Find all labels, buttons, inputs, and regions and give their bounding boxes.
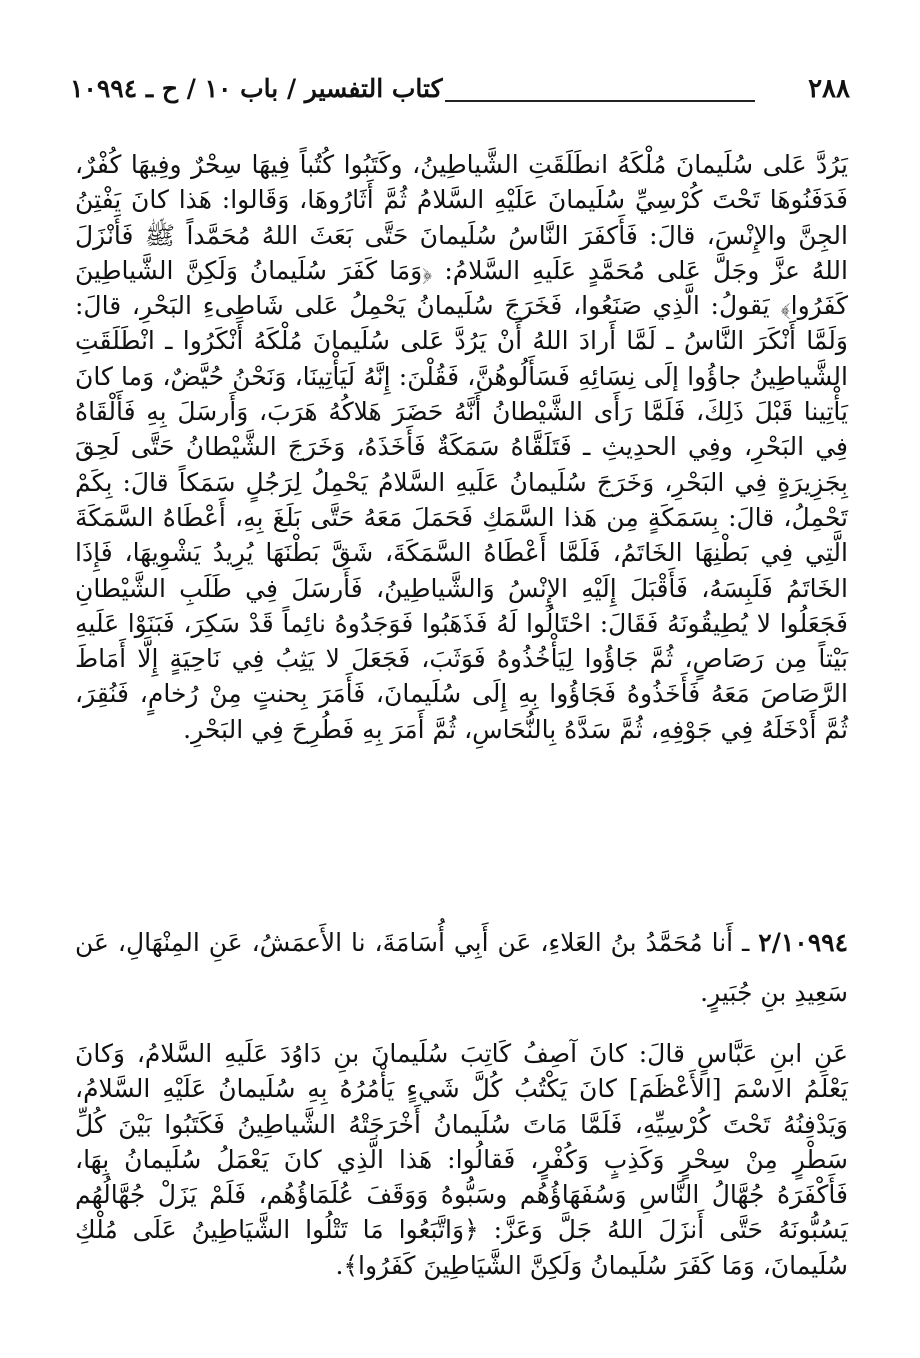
- book-chapter-reference: كتاب التفسير / باب ١٠ / ح ـ ١٠٩٩٤: [70, 74, 443, 103]
- header-rule: [445, 100, 755, 102]
- running-header: [70, 70, 850, 110]
- isnad-paragraph: [75, 918, 848, 1018]
- matn-paragraph: عَنِ ابنِ عَبَّاسٍ قالَ: كانَ آصِفُ كَاتِبَ سُلَيمانَ بنِ دَاوُدَ عَلَيهِ السَّلامُ، وَكانَ يَعْلَمُ الاسْمَ [الأَعْظَمَ] كانَ يَكْتُبُ كُلَّ شَيءٍ يَأْمُرُهُ بِهِ سُلَيمانُ عَلَيْهِ السَّلامُ، وَيَدْفِنُهُ تَحْتَ كُرْسِيِّهِ، فَلَمَّا مَاتَ سُلَيمانُ أَخْرَجَتْهُ الشَّياطِينُ فَكَتَبُوا بَيْنَ كُلِّ سَطْرٍ مِنْ سِحْرٍ وَكَذِبٍ وَكُفْرٍ، فَقالُوا: هَذا الَّذِي كانَ يَعْمَلُ سُلَيمانُ بِهَا، فَأَكْفَرَهُ جُهَّالُ النَّاسِ وَسُفَهَاؤُهُم وسَبُّوهُ وَوَقَفَ عُلَمَاؤُهُم، فَلَمْ يَزَلْ جُهَّالُهُم يَسُبُّونَهُ حَتَّى أَنزَلَ اللهُ جَلَّ وَعَزَّ: ﴿وَاتَّبَعُوا مَا تَتْلُوا الشَّيَاطِينُ عَلَى مُلْكِ سُلَيمانَ، وَمَا كَفَرَ سُلَيمانُ وَلَكِنَّ الشَّيَاطِينَ كَفَرُوا﴾.: [75, 1039, 848, 1280]
- hadith-text-paragraph: يَرُدَّ عَلى سُلَيمانَ مُلْكَهُ انطَلَقَتِ الشَّياطِينُ، وكَتَبُوا كُتُباً فِيهَا سِحْرٌ وفِيهَا كُفْرٌ، فَدَفَنُوهَا تَحْتَ كُرْسِيِّ سُلَيمانَ عَلَيْهِ السَّلامُ ثُمَّ أَثَارُوهَا، وَقَالوا: هَذا كانَ يَفْتِنُ الجِنَّ والإِنْسَ، قالَ: فَأَكفَرَ النَّاسُ سُلَيمانَ حَتَّى بَعَثَ اللهُ مُحَمَّداً ﷺ فَأَنْزَلَ اللهُ عزَّ وجَلَّ عَلى مُحَمَّدٍ عَلَيهِ السَّلامُ: ﴿وَمَا كَفَرَ سُلَيمانُ وَلَكِنَّ الشَّياطِينَ كَفَرُوا﴾ يَقولُ: الَّذِي صَنَعُوا، فَخَرَجَ سُلَيمانُ يَحْمِلُ عَلى شَاطِىءِ البَحْرِ، قالَ: وَلَمَّا أَنْكَرَ النَّاسُ ـ لَمَّا أَرادَ اللهُ أَنْ يَرُدَّ عَلى سُلَيمانَ مُلْكَهُ أَنْكَرُوا ـ انْطَلَقَتِ الشَّياطِينُ جاؤُوا إلَى نِسَائِهِ فَسَأَلُوهُنَّ، فَقُلْنَ: إِنَّهُ لَيَأْتِينَا، وَنَحْنُ حُيَّضٌ، وَما كانَ يَأْتِينا قَبْلَ ذَلِكَ، فَلَمَّا رَأَى الشَّيْطانُ أَنَّهُ حَضَرَ هَلاكُهُ هَرَبَ، وَأَرسَلَ بِهِ فَأَلْقَاهُ فِي البَحْرِ، وفِي الحدِيثِ ـ فَتَلَقَّاهُ سَمَكَةٌ فَأَخَذَهُ، وَخَرَجَ الشَّيْطانُ حَتَّى لَحِقَ بِجَزِيرَةٍ فِي البَحْرِ، وَخَرَجَ سُلَيمانُ عَلَيهِ السَّلامُ يَحْمِلُ لِرَجُلٍ سَمَكاً قالَ: بِكَمْ تَحْمِلُ، قالَ: بِسَمَكَةٍ مِن هَذا السَّمَكِ فَحَمَلَ مَعَهُ حَتَّى بَلَغَ بِهِ، أَعْطَاهُ السَّمَكَةَ الَّتِي فِي بَطْنِهَا الخَاتَمُ، فَلَمَّا أَعْطَاهُ السَّمَكَةَ، شَقَّ بَطْنَهَا يُرِيدُ يَشْوِيهَا، فَإِذَا الخَاتَمُ فَلَبِسَهُ، فَأَقْبَلَ إِلَيْهِ الإِنْسُ وَالشَّياطِينُ، فَأَرسَلَ فِي طَلَبِ الشَّيْطانِ فَجَعَلُوا لا يُطِيقُونَهُ فَقَالَ: احْتَالُوا لَهُ فَذَهَبُوا فَوَجَدُوهُ نائِماً قَدْ سَكِرَ، فَبَنَوْا عَلَيهِ بَيْتاً مِن رَصَاصٍ، ثُمَّ جَاؤُوا لِيَأْخُذُوهُ فَوَثَبَ، فَجَعَلَ لا يَثِبُ فِي نَاحِيَةٍ إِلَّا أَمَاطَ الرَّصَاصَ مَعَهُ فَأَخَذُوهُ فَجَاؤُوا بِهِ إِلَى سُلَيمانَ، فَأَمَرَ بِحنتٍ مِنْ رُخامٍ، فَنُقِرَ، ثُمَّ أَدْخَلَهُ فِي جَوْفِهِ، ثُمَّ سَدَّهُ بِالنُّحَاسِ، ثُمَّ أَمَرَ بِهِ فَطُرِحَ فِي البَحْرِ.: [75, 150, 848, 744]
- hadith-number: ٢/١٠٩٩٤: [758, 928, 848, 957]
- page-number: ٢٨٨: [808, 74, 850, 104]
- isnad-text: ـ أَنا مُحَمَّدُ بنُ العَلاءِ، عَن أَبِي أُسَامَةَ، نا الأَعمَشُ، عَنِ المِنْهَالِ، عَن سَعِيدِ بنِ جُبَيرٍ.: [75, 928, 848, 1007]
